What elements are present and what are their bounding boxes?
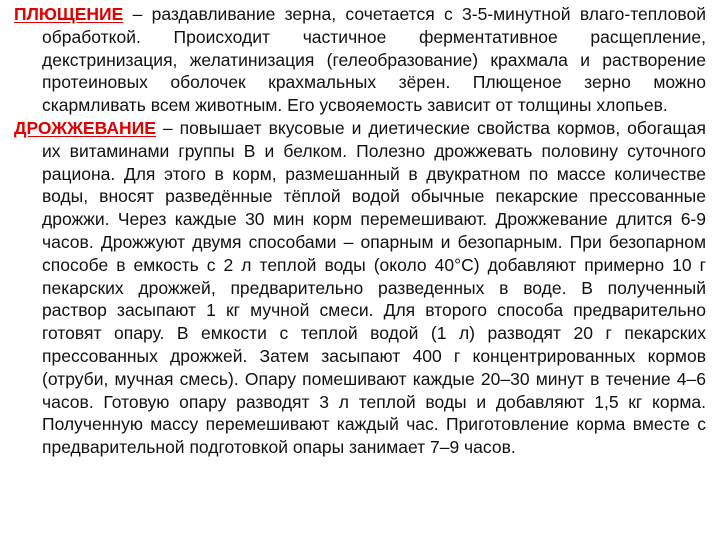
paragraph-flattening (14, 3, 706, 117)
paragraph-yeasting (14, 117, 706, 459)
paragraph-flattening-text: – раздавливание зерна, сочетается с 3-5-минутной влаго-тепловой обработкой. Происходит частичное ферментативное расщепление, декстринизация, желатинизация (гелеобразование) крахмала и растворение протеиновых оболочек крахмальных зёрен. Плющеное зерно можно скармливать всем животным. Его усвояемость зависит от толщины хлопьев. (42, 4, 706, 116)
paragraph-yeasting-text: – повышает вкусовые и диетические свойства кормов, обогащая их витаминами группы В и белком. Полезно дрожжевать половину суточного рациона. Для этого в корм, размешанный в двукратном по массе количестве воды, вносят разведённые тёплой водой обычные пекарские прессованные дрожжи. Через каждые 30 мин корм перемешивают. Дрожжевание длится 6-9 часов. Дрожжуют двумя способами – опарным и безопарным. При безопарном способе в емкость с 2 л теплой воды (около 40°С) добавляют примерно 10 г пекарских дрожжей, предварительно разведенных в воде. В полученный раствор засыпают 1 кг мучной смеси. Для второго способа предварительно готовят опару. В емкости с теплой водой (1 л) разводят 20 г пекарских прессованных дрожжей. Затем засыпают 400 г концентрированных кормов (отруби, мучная смесь). Опару помешивают каждые 20–30 минут в течение 4–6 часов. Готовую опару разводят 3 л теплой воды и добавляют 1,5 кг корма. Полученную массу перемешивают каждый час. Приготовление корма вместе с предварительной подготовкой опары занимает 7–9 часов. (42, 117, 706, 458)
term-flattening: ПЛЮЩЕНИЕ (14, 4, 124, 24)
term-yeasting: ДРОЖЖЕВАНИЕ (14, 117, 156, 138)
